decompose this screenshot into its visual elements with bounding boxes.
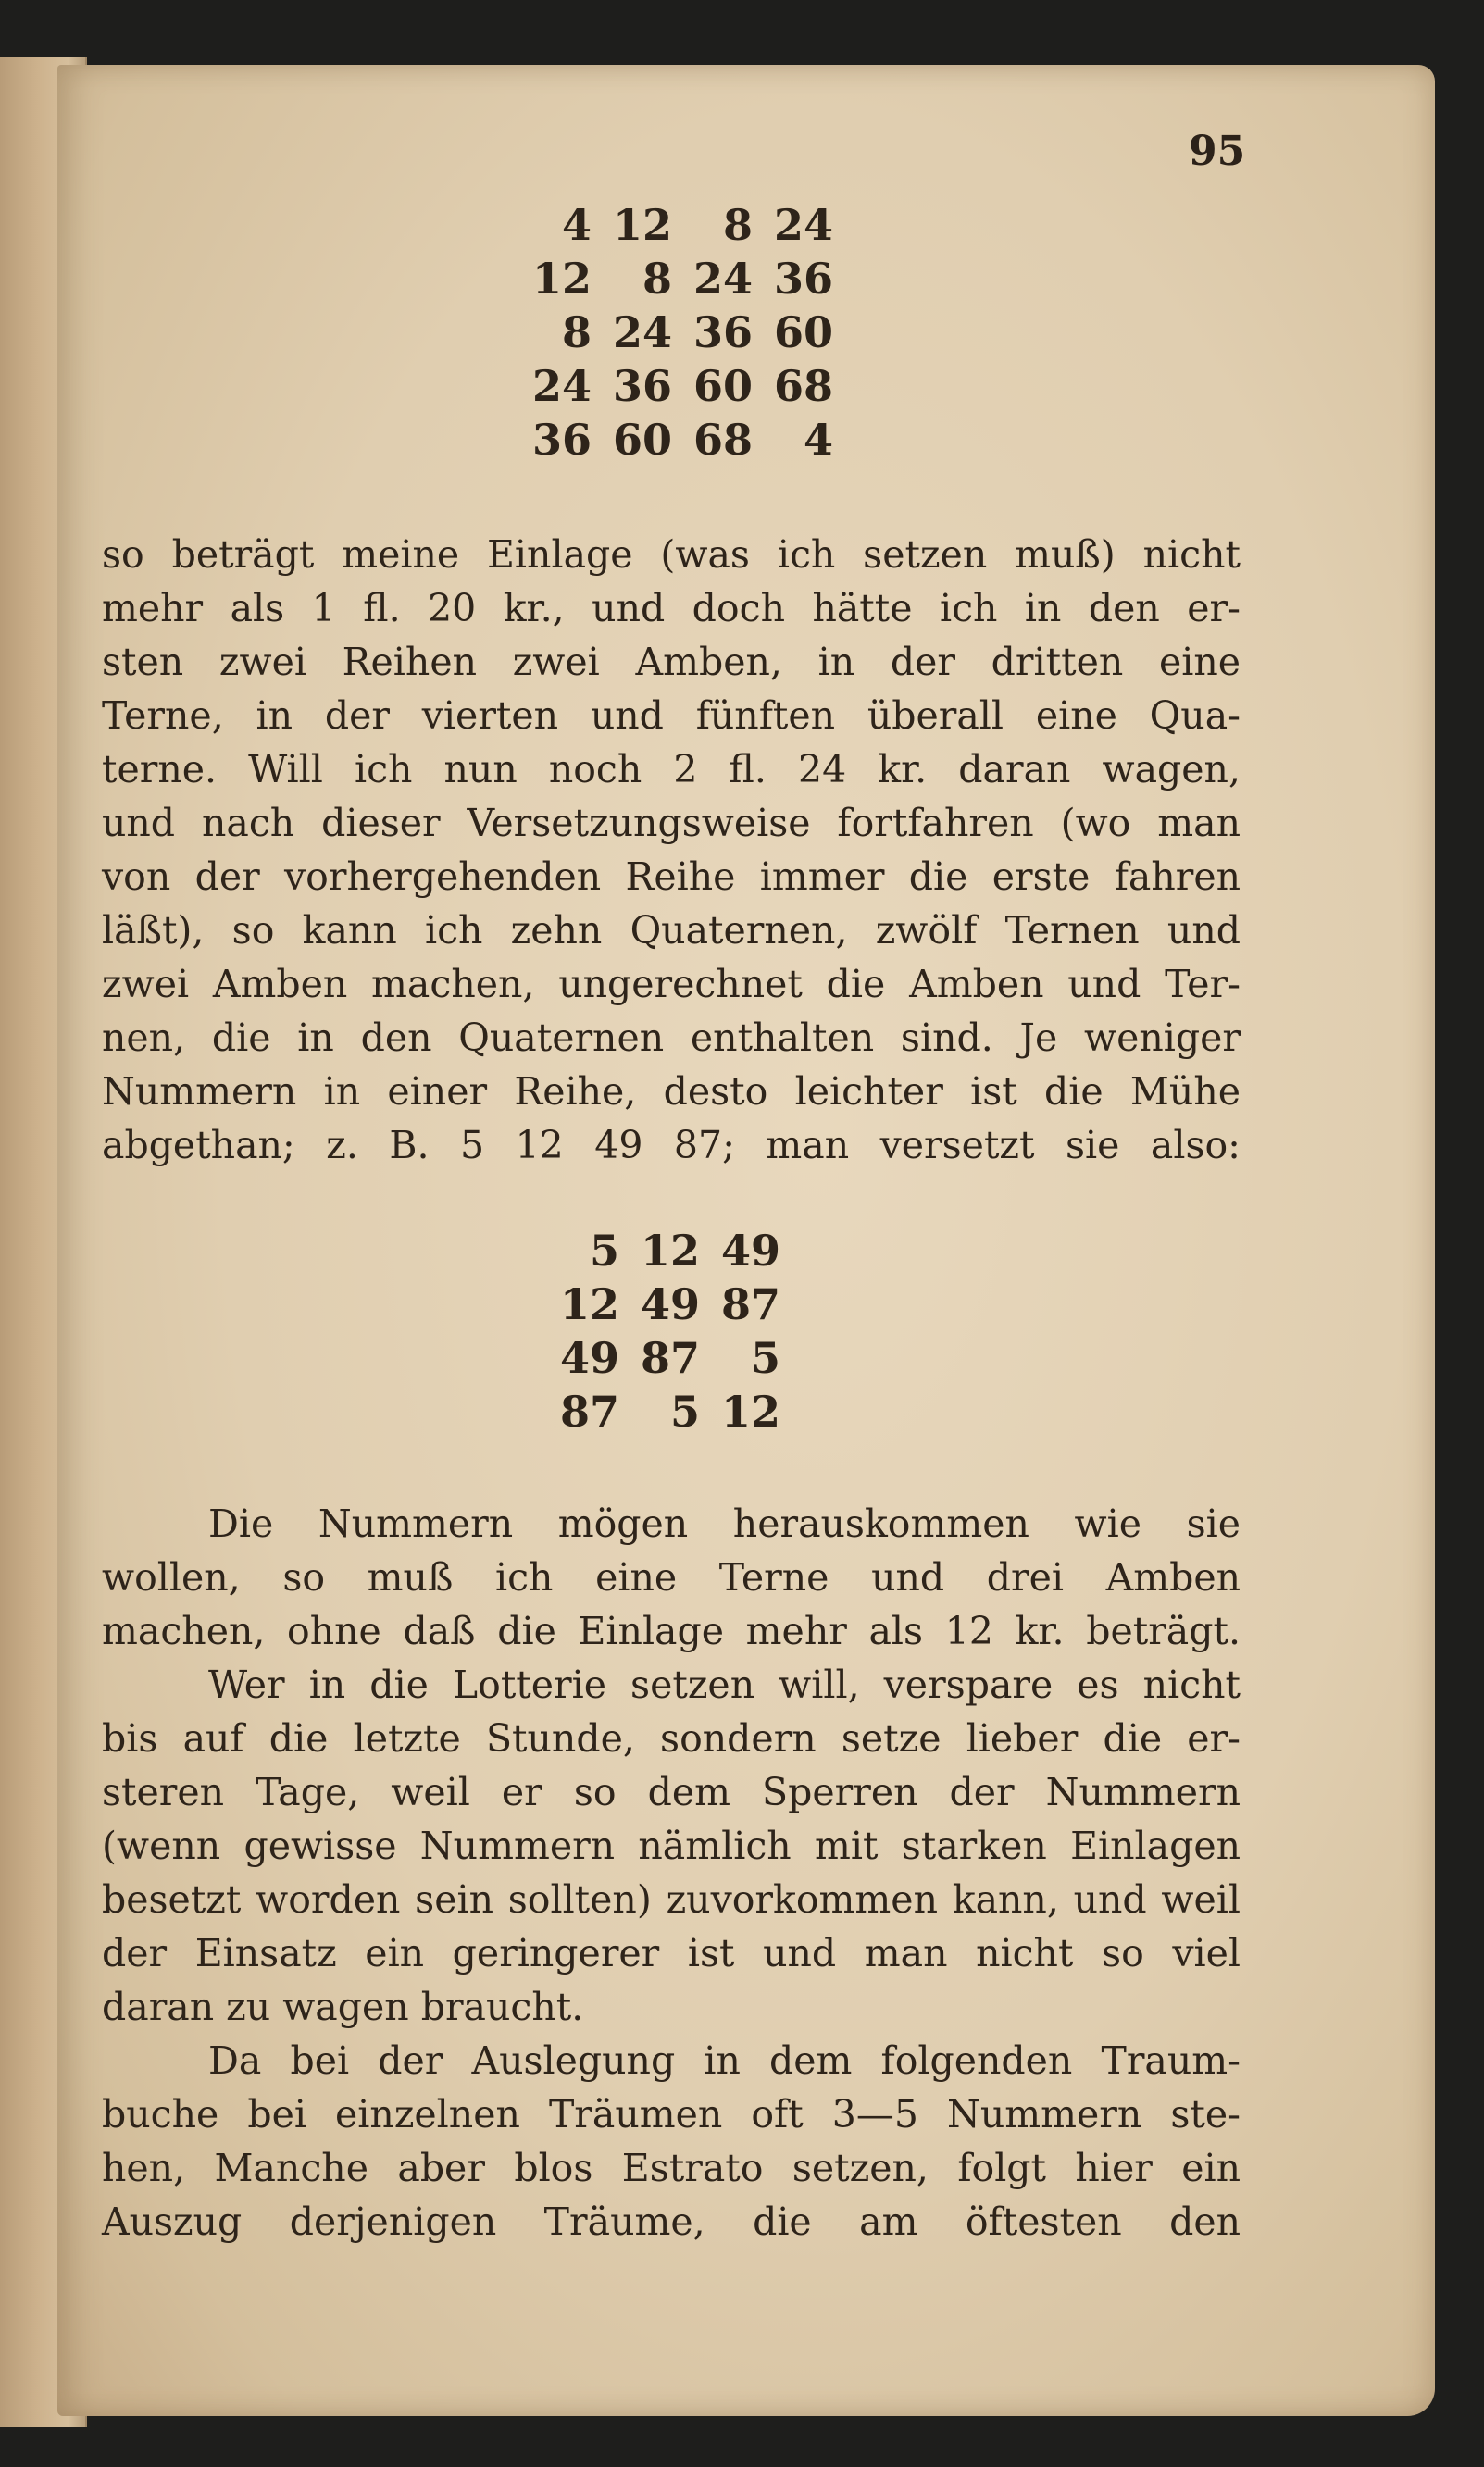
number-table-quaterne [511, 198, 833, 467]
number-cell: 24 [692, 254, 753, 304]
number-row [539, 1277, 780, 1331]
number-row [511, 359, 833, 413]
number-table-terne [539, 1224, 780, 1439]
text-line: Wer in die Lotterie setzen will, verspare es nicht [208, 1663, 1241, 1707]
number-row [511, 305, 833, 359]
text-line: besetzt worden sein sollten) zuvorkommen kann, und weil [102, 1877, 1241, 1922]
number-cell: 4 [561, 200, 592, 250]
number-cell: 5 [750, 1333, 780, 1383]
text-line: nen, die in den Quaternen enthalten sind. Je weniger [102, 1015, 1241, 1060]
number-cell: 4 [803, 415, 833, 465]
text-line: der Einsatz ein geringerer ist und man nicht so viel [102, 1931, 1241, 1975]
text-line: so beträgt meine Einlage (was ich setzen muß) nicht [102, 532, 1241, 577]
number-cell: 87 [559, 1387, 619, 1437]
number-cell: 68 [692, 415, 753, 465]
text-line: Die Nummern mögen herauskommen wie sie [208, 1501, 1241, 1546]
number-cell: 5 [589, 1226, 619, 1276]
number-cell: 36 [773, 254, 833, 304]
text-line: läßt), so kann ich zehn Quaternen, zwölf Ternen und [102, 908, 1241, 953]
number-row [539, 1331, 780, 1385]
text-line: (wenn gewisse Nummern nämlich mit starken Einlagen [102, 1824, 1241, 1868]
number-cell: 68 [773, 361, 833, 411]
text-line: sten zwei Reihen zwei Amben, in der dritten eine [102, 640, 1241, 684]
number-cell: 24 [773, 200, 833, 250]
number-cell: 60 [612, 415, 672, 465]
number-cell: 5 [669, 1387, 700, 1437]
number-row [511, 198, 833, 252]
number-cell: 87 [640, 1333, 700, 1383]
number-row [511, 413, 833, 467]
text-line: Da bei der Auslegung in dem folgenden Traum- [208, 2038, 1241, 2083]
number-cell: 60 [773, 307, 833, 357]
number-row [539, 1385, 780, 1439]
number-cell: 24 [531, 361, 592, 411]
number-row [539, 1224, 780, 1277]
text-line: hen, Manche aber blos Estrato setzen, folgt hier ein [102, 2146, 1241, 2190]
page-number: 95 [1189, 128, 1246, 175]
text-line: bis auf die letzte Stunde, sondern setze lieber die er- [102, 1716, 1241, 1761]
number-cell: 87 [720, 1279, 780, 1329]
number-cell: 12 [720, 1387, 780, 1437]
number-cell: 36 [692, 307, 753, 357]
number-cell: 8 [722, 200, 753, 250]
number-cell: 36 [612, 361, 672, 411]
text-line: Terne, in der vierten und fünften überall eine Qua- [102, 693, 1241, 738]
number-cell: 49 [720, 1226, 780, 1276]
number-cell: 12 [612, 200, 672, 250]
number-cell: 12 [640, 1226, 700, 1276]
number-cell: 24 [612, 307, 672, 357]
text-line: buche bei einzelnen Träumen oft 3—5 Nummern ste- [102, 2092, 1241, 2137]
number-cell: 36 [531, 415, 592, 465]
paragraph-versetzung [102, 528, 1241, 1172]
text-line: wollen, so muß ich eine Terne und drei Amben [102, 1555, 1241, 1600]
text-line: Nummern in einer Reihe, desto leichter ist die Mühe [102, 1069, 1241, 1114]
number-cell: 12 [559, 1279, 619, 1329]
text-line: steren Tage, weil er so dem Sperren der Nummern [102, 1770, 1241, 1814]
text-line: Auszug derjenigen Träume, die am öftesten den [102, 2199, 1241, 2244]
number-cell: 49 [559, 1333, 619, 1383]
text-line: von der vorhergehenden Reihe immer die erste fahren [102, 854, 1241, 899]
text-line: abgethan; z. B. 5 12 49 87; man versetzt sie also: [102, 1123, 1241, 1167]
text-line: machen, ohne daß die Einlage mehr als 12 kr. beträgt. [102, 1609, 1241, 1653]
number-cell: 60 [692, 361, 753, 411]
text-line: mehr als 1 fl. 20 kr., und doch hätte ich in den er- [102, 586, 1241, 630]
text-line: terne. Will ich nun noch 2 fl. 24 kr. daran wagen, [102, 747, 1241, 791]
number-cell: 49 [640, 1279, 700, 1329]
number-cell: 8 [642, 254, 672, 304]
body-text-lower [102, 1497, 1241, 2249]
number-cell: 8 [561, 307, 592, 357]
number-cell: 12 [531, 254, 592, 304]
text-line: daran zu wagen braucht. [102, 1985, 584, 2029]
text-line: zwei Amben machen, ungerechnet die Amben und Ter- [102, 962, 1241, 1006]
text-line: und nach dieser Versetzungsweise fortfahren (wo man [102, 801, 1241, 845]
number-row [511, 252, 833, 305]
